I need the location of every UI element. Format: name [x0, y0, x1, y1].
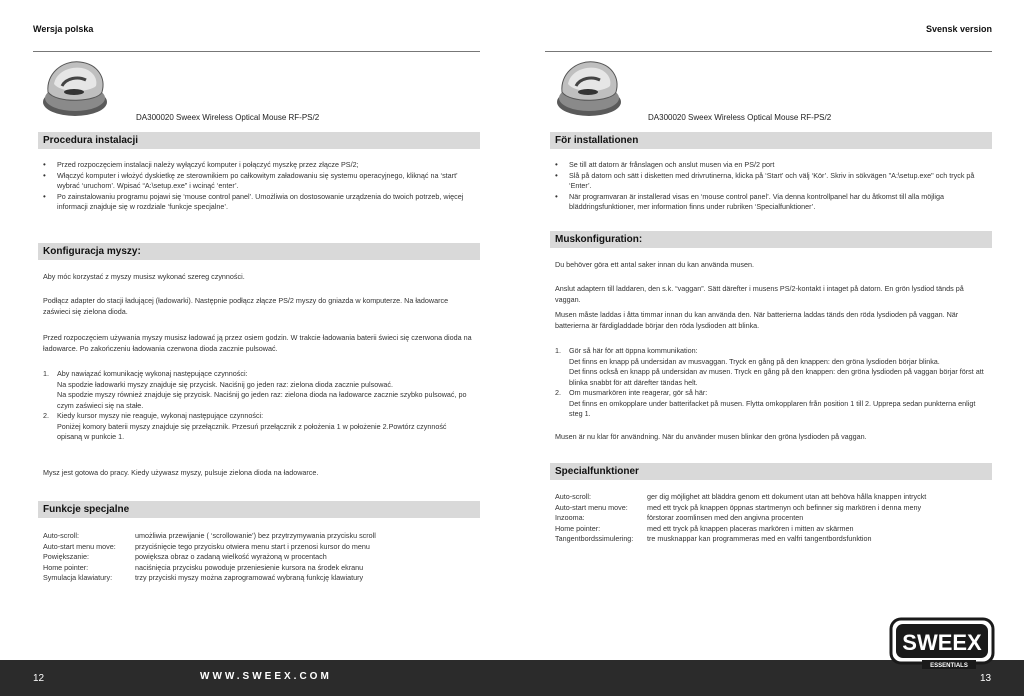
function-row: [43, 552, 483, 563]
function-term: Home pointer:: [43, 562, 89, 572]
language-header: Wersja polska: [33, 24, 94, 34]
config-paragraph-2: Podłącz adapter do stacji ładującej (ładowarki). Następnie podłącz złącze PS/2 myszy do gniazda w komputerze. Na ładowarce zaświeci się zielona dioda.: [43, 296, 449, 316]
config-paragraph-3: Przed rozpoczęciem używania myszy musisz ładować ją przez osiem godzin. W trakcie ładowania baterii świeci się czerwona dioda na ładowarce. Po zakończeniu ładowania czerwona dioda zacznie pulsować.: [43, 333, 472, 353]
config-step-1: [555, 346, 985, 388]
function-term: Auto-scroll:: [43, 531, 79, 540]
function-description: tre musknappar kan programmeras med en valfri tangentbordsfunktion: [647, 534, 872, 543]
step-detail: Det finns en omkopplare under batterifacket på musen. Flytta omkopplaren från position 1 till 2. Upprepa sedan punkterna enligt steg 1.: [569, 398, 976, 418]
config-paragraph-4: Musen är nu klar för användning. När du använder musen blinkar den gröna lysdioden på vaggan.: [555, 432, 867, 441]
header-rule: [545, 51, 992, 52]
step-detail: Na spodzie ładowarki myszy znajduje się przycisk. Naciśnij go jeden raz: zielona dioda zacznie pulsować.: [57, 379, 393, 389]
function-description: umożliwia przewijanie ( ‘scrollowanie’) bez przytrzymywania przycisku scroll: [135, 531, 376, 540]
function-row: [555, 513, 995, 524]
function-term: Symulacja klawiatury:: [43, 573, 113, 582]
function-row: [43, 573, 483, 584]
section-title-config: Konfiguracja myszy:: [38, 243, 480, 260]
step-lead: Kiedy kursor myszy nie reaguje, wykonaj następujące czynności:: [57, 411, 264, 420]
step-detail: Na spodzie myszy również znajduje się przycisk. Naciśnij go jeden raz: zielona dioda na ładowarce zacznie szybko pulsować, po czym zaświeci się na stałe.: [57, 390, 467, 410]
function-description: förstorar zoomlinsen med den angivna procenten: [647, 513, 804, 522]
function-row: [555, 503, 995, 514]
install-bullet-2: • Włączyć komputer i włożyć dyskietkę ze sterownikiem po całkowitym załadowaniu się systemu operacyjnego, kliknąć na ‘start’ wybrać ‘uruchom’. Wpisać “A:\setup.exe” i wcinąć ‘enter’.: [43, 171, 473, 192]
product-title: DA300020 Sweex Wireless Optical Mouse RF-PS/2: [136, 113, 320, 122]
config-paragraph-1: Du behöver göra ett antal saker innan du kan använda musen.: [555, 260, 754, 269]
mouse-image: [554, 56, 624, 120]
config-step-2: [43, 411, 473, 443]
function-description: trzy przyciski myszy można zaprogramować wybraną funkcję klawiatury: [135, 573, 364, 582]
website-link[interactable]: WWW.SWEEX.COM: [200, 671, 332, 682]
function-term: Auto-start menu move:: [555, 502, 628, 512]
section-title-install: För installationen: [550, 132, 992, 149]
page-number-left: 12: [33, 673, 45, 684]
section-title-special: Specialfunktioner: [550, 463, 992, 480]
section-title-special: Funkcje specjalne: [38, 501, 480, 518]
function-term: Home pointer:: [555, 523, 601, 533]
special-functions-list: [43, 531, 483, 584]
config-steps: [43, 369, 473, 443]
config-paragraph-2: Anslut adaptern till laddaren, den s.k. “vaggan”. Sätt därefter i musens PS/2-kontakt i intaget på datorn. En grön lysdiod tänds på vaggan.: [555, 284, 964, 304]
page-number-right: 13: [980, 673, 992, 684]
step-number: 1.: [43, 369, 49, 378]
sweex-logo: [888, 616, 996, 672]
step-lead: Gör så här för att öppna kommunikation:: [569, 346, 698, 355]
special-functions-list: [555, 492, 995, 545]
function-row: [555, 534, 995, 545]
function-description: med ett tryck på knappen placeras markören i mitten av skärmen: [647, 523, 854, 533]
config-step-2: [555, 388, 985, 420]
mouse-image: [40, 56, 110, 120]
install-bullet-1: • Se till att datorn är frånslagen och anslut musen via en PS/2 port: [555, 160, 985, 171]
install-bullet-3: • När programvaran är installerad visas en ‘mouse control panel’. Via denna kontrollpanel har du åtkomst till alla möjliga bläddringsfunktioner, mer information finns under rubriken ‘Specialfunktioner’.: [555, 192, 985, 213]
function-row: [43, 563, 483, 574]
step-lead: Aby nawiązać komunikację wykonaj następujące czynności:: [57, 369, 248, 378]
step-detail: Poniżej komory baterii myszy znajduje się przełącznik. Przesuń przełącznik z położenia 1 w położenie 2.Powtórz czynność opisaną w punkcie 1.: [57, 421, 447, 441]
config-step-1: [43, 369, 473, 411]
config-paragraph-1: Aby móc korzystać z myszy musisz wykonać szereg czynności.: [43, 272, 245, 281]
right-page: [512, 0, 1024, 660]
step-detail: Det finns en knapp på undersidan av musvaggan. Tryck en gång på den knappen: den gröna lysdioden börjar blinka.: [569, 356, 940, 366]
install-bullet-1: • Przed rozpoczęciem instalacji należy wyłączyć komputer i połączyć myszkę przez złącze PS/2;: [43, 160, 473, 171]
footer-bar: [0, 660, 1024, 696]
left-page: [0, 0, 512, 660]
function-row: [43, 531, 483, 542]
header-rule: [33, 51, 480, 52]
step-number: 2.: [555, 388, 561, 397]
step-number: 2.: [43, 411, 49, 420]
function-term: Tangentbordssimulering:: [555, 534, 634, 543]
install-bullet-2: • Slå på datorn och sätt i disketten med drivrutinerna, klicka på ‘Start’ och välj ‘Kör’. Skriv in sökvägen "A:\setup.exe" och tryck på ‘Enter’.: [555, 171, 985, 192]
install-bullets: [43, 160, 473, 213]
section-title-config: Muskonfiguration:: [550, 231, 992, 248]
step-number: 1.: [555, 346, 561, 355]
config-paragraph-4: Mysz jest gotowa do pracy. Kiedy używasz myszy, pulsuje zielona dioda na ładowarce.: [43, 468, 319, 477]
function-term: Powiększanie:: [43, 552, 89, 561]
function-description: przyciśnięcie tego przycisku otwiera menu start i przenosi kursor do menu: [135, 541, 370, 551]
language-header: Svensk version: [925, 24, 992, 34]
install-bullets: [555, 160, 985, 213]
logo-subtitle: ESSENTIALS: [930, 663, 968, 669]
function-term: Auto-start menu move:: [43, 541, 116, 551]
function-term: Inzooma:: [555, 513, 585, 522]
step-lead: Om musmarkören inte reagerar, gör så här:: [569, 388, 708, 397]
step-detail: Det finns också en knapp på undersidan av musen. Tryck en gång på den knappen: den gröna lysdioden på vaggan börjar först att blinka snabbt för att därefter tändas helt.: [569, 367, 984, 387]
function-description: powiększa obraz o zadaną wielkość wyrażoną w procentach: [135, 552, 327, 561]
section-title-install: Procedura instalacji: [38, 132, 480, 149]
logo-wordmark: SWEEX: [902, 630, 982, 655]
function-row: [555, 524, 995, 535]
function-term: Auto-scroll:: [555, 492, 591, 501]
product-title: DA300020 Sweex Wireless Optical Mouse RF-PS/2: [648, 113, 832, 122]
function-description: ger dig möjlighet att bläddra genom ett dokument utan att behöva hålla knappen intryckt: [647, 492, 927, 501]
function-description: med ett tryck på knappen öppnas startmenyn och befinner sig markören i denna meny: [647, 502, 922, 512]
function-row: [555, 492, 995, 503]
install-bullet-3: • Po zainstalowaniu programu pojawi się ‘mouse control panel’. Umożliwia on dostosowanie urządzenia do twoich potrzeb, więcej informacji znajduje się w rozdziale ‘funkcje specjalne’.: [43, 192, 473, 213]
config-steps: [555, 346, 985, 420]
function-row: [43, 542, 483, 553]
config-paragraph-3: Musen måste laddas i åtta timmar innan du kan använda den. När batterierna laddas tänds den röda lysdioden på vaggan. När batterierna är färdigladdade börjar den röda lysdioden att blinka.: [555, 310, 959, 330]
function-description: naciśnięcia przycisku powoduje przeniesienie kursora na środek ekranu: [135, 562, 364, 572]
